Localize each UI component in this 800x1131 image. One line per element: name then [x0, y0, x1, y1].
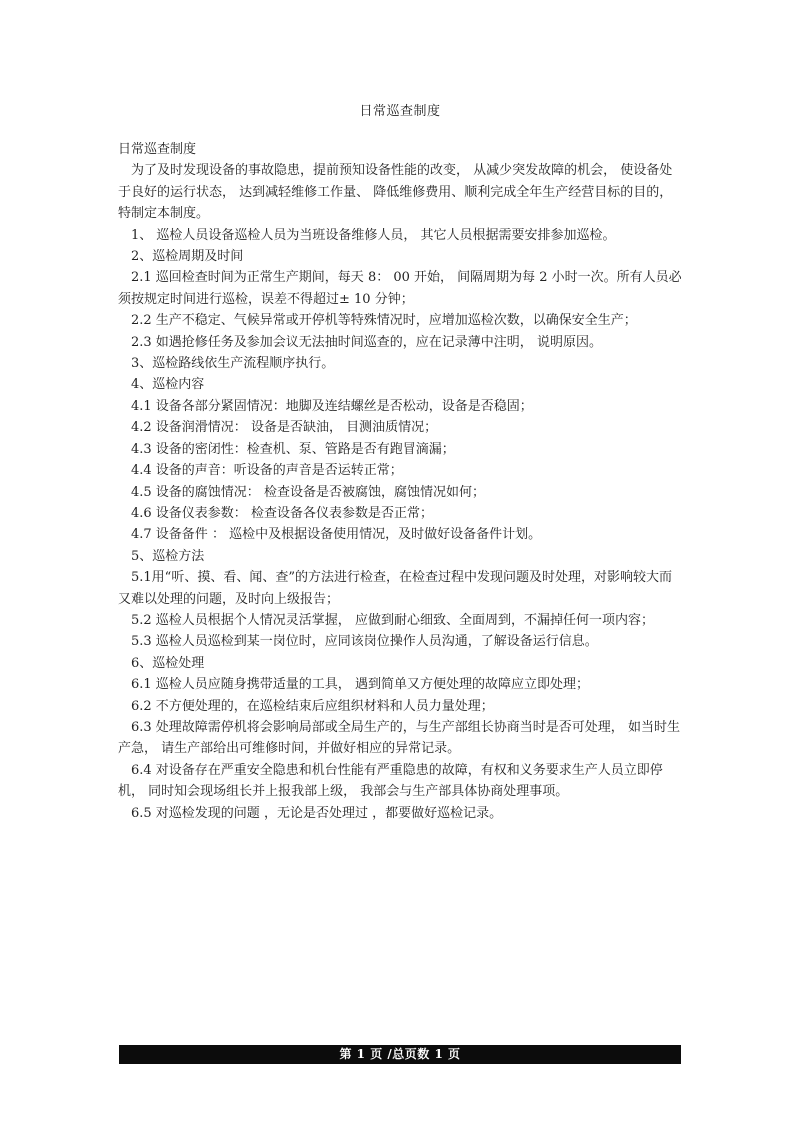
list-item: 6.3 处理故障需停机将会影响局部或全局生产的，与生产部组长协商当时是否可处理， 如当时生产急， 请生产部给出可维修时间，并做好相应的异常记录。 — [118, 719, 680, 757]
list-item: 5、巡检方法 — [131, 548, 205, 564]
list-item: 6.2 不方便处理的，在巡检结束后应组织材料和人员力量处理； — [131, 698, 494, 714]
list-item: 4.4 设备的声音：听设备的声音是否运转正常； — [131, 463, 403, 479]
list-item: 4.1 设备各部分紧固情况：地脚及连结螺丝是否松动，设备是否稳固； — [131, 398, 533, 414]
list-item: 4.6 设备仪表参数： 检查设备各仪表参数是否正常； — [131, 505, 433, 521]
list-item: 2.3 如遇抢修任务及参加会议无法抽时间巡查的，应在记录薄中注明， 说明原因。 — [131, 334, 602, 350]
list-item: 1、 巡检人员设备巡检人员为当班设备维修人员， 其它人员根据需要安排参加巡检。 — [131, 227, 616, 243]
list-item: 6.5 对巡检发现的问题 ，无论是否处理过 ，都要做好巡检记录。 — [131, 805, 503, 821]
list-item: 5.1用“听、摸、看、闻、查”的方法进行检查，在检查过程中发现问题及时处理，对影响较大而又难以处理的问题，及时向上级报告； — [118, 570, 672, 607]
list-item: 5.2 巡检人员根据个人情况灵活掌握， 应做到耐心细致、全面周到，不漏掉任何一项内容； — [131, 612, 654, 628]
list-item: 6、巡检处理 — [131, 655, 205, 671]
list-item: 4.3 设备的密闭性：检查机、泵、管路是否有跑冒滴漏； — [131, 441, 455, 457]
list-item: 4.2 设备润滑情况： 设备是否缺油， 目测油质情况； — [131, 420, 438, 436]
document-body — [118, 139, 684, 824]
list-item: 4.7 设备备件 ： 巡检中及根据设备使用情况，及时做好设备备件计划。 — [131, 527, 542, 543]
list-item: 4、巡检内容 — [131, 377, 205, 393]
list-item: 6.4 对设备存在严重安全隐患和机台性能有严重隐患的故障，有权和义务要求生产人员立即停机， 同时知会现场组长并上报我部上级， 我部会与生产部具体协商处理事项。 — [118, 762, 663, 800]
list-item: 2.2 生产不稳定、气候异常或开停机等特殊情况时，应增加巡检次数，以确保安全生产； — [131, 313, 637, 329]
list-item: 5.3 巡检人员巡检到某一岗位时，应同该岗位操作人员沟通，了解设备运行信息。 — [131, 634, 598, 650]
list-item: 2、巡检周期及时间 — [131, 249, 244, 265]
page-footer: 第 1 页 /总页数 1 页 — [119, 1045, 681, 1064]
list-item: 2.1 巡回检查时间为正常生产期间，每天 8： 00 开始， 间隔周期为每 2 小时一次。所有人员必须按规定时间进行巡检，误差不得超过± 10 分钟； — [118, 270, 682, 307]
page-title: 日常巡查制度 — [359, 104, 441, 119]
section-heading: 日常巡查制度 — [118, 142, 197, 157]
list-item: 3、巡检路线依生产流程顺序执行。 — [131, 356, 335, 372]
intro-paragraph: 为了及时发现设备的事故隐患，提前预知设备性能的改变， 从减少突发故障的机会， 使设备处于良好的运行状态， 达到减轻维修工作量、 降低维修费用、顺利完成全年生产经营目标的目的，特制定本制度。 — [118, 163, 673, 222]
list-item: 6.1 巡检人员应随身携带适量的工具， 遇到简单又方便处理的故障应立即处理； — [131, 677, 589, 693]
list-item: 4.5 设备的腐蚀情况： 检查设备是否被腐蚀，腐蚀情况如何； — [131, 484, 485, 500]
